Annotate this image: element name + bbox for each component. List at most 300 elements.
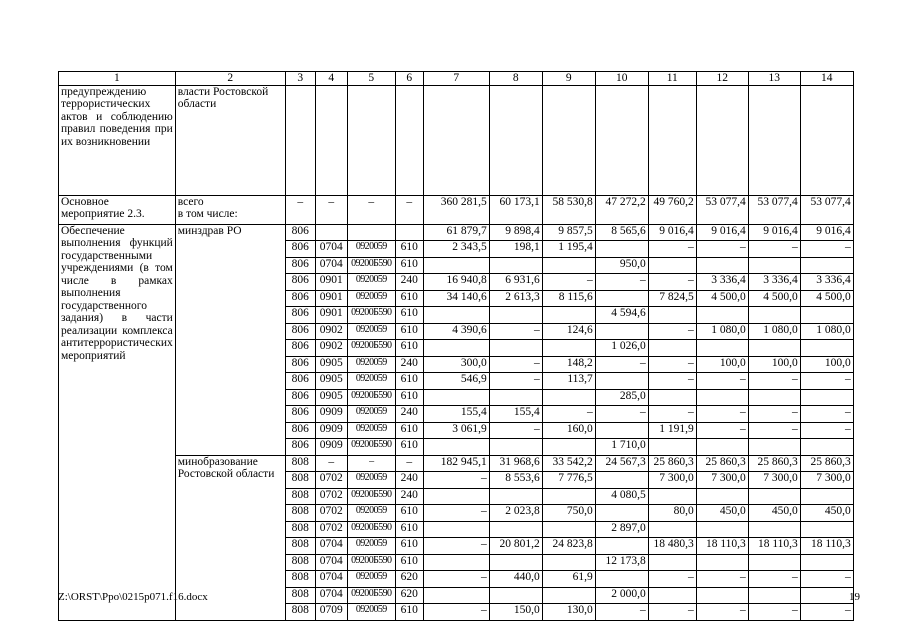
section-code-cell: 0901	[315, 290, 347, 307]
target-article-cell: 0920059	[347, 472, 395, 489]
target-article-cell: 0920059	[347, 241, 395, 258]
value-cell: –	[748, 373, 800, 390]
value-cell	[800, 389, 853, 406]
value-cell: 4 080,5	[595, 488, 648, 505]
value-cell	[423, 439, 489, 456]
agency-name-line: минздрав РО	[177, 224, 242, 237]
value-cell: 198,1	[489, 241, 542, 258]
section-code-cell: 0704	[315, 257, 347, 274]
value-cell: 2 897,0	[595, 521, 648, 538]
total-label	[175, 195, 285, 224]
value-cell: –	[595, 604, 648, 621]
value-cell	[542, 587, 595, 604]
value-cell: 3 336,4	[800, 274, 853, 291]
gov-code-cell: 806	[285, 389, 315, 406]
value-cell: –	[696, 604, 748, 621]
expense-type-cell: 610	[395, 323, 423, 340]
value-cell: –	[648, 373, 696, 390]
value-cell: 18 110,3	[748, 538, 800, 555]
value-cell: 34 140,6	[423, 290, 489, 307]
total-label-all: всего	[177, 195, 204, 208]
value-cell	[800, 587, 853, 604]
gov-code-cell: 808	[285, 521, 315, 538]
col-header: 1	[59, 72, 176, 86]
agency-name-line: минобразование	[177, 455, 258, 468]
expense-type-cell: –	[395, 455, 423, 472]
target-article-cell: 09200Б590	[347, 257, 395, 274]
value-cell: 4 500,0	[800, 290, 853, 307]
value-cell	[595, 241, 648, 258]
col-header: 8	[489, 72, 542, 86]
expense-type-cell: 240	[395, 356, 423, 373]
section-code-cell: 0902	[315, 340, 347, 357]
value-cell	[423, 554, 489, 571]
value-cell	[595, 571, 648, 588]
expense-type-cell: 610	[395, 521, 423, 538]
value-cell: 24 567,3	[595, 455, 648, 472]
target-article-cell: 09200Б590	[347, 554, 395, 571]
value-cell: 7 300,0	[800, 472, 853, 489]
value-cell: 1 710,0	[595, 439, 648, 456]
gov-code-cell: 808	[285, 604, 315, 621]
value-cell: 1 195,4	[542, 241, 595, 258]
section-code-cell: 0905	[315, 389, 347, 406]
file-path: Z:\ORST\Ppo\0215p071.f16.docx	[58, 591, 208, 603]
value-cell: 1 191,9	[648, 422, 696, 439]
expense-type-cell: 240	[395, 274, 423, 291]
value-cell	[542, 521, 595, 538]
gov-code-cell: 806	[285, 290, 315, 307]
value-cell: 9 016,4	[800, 224, 853, 241]
value-cell	[800, 554, 853, 571]
section-code-cell: 0709	[315, 604, 347, 621]
value-cell: 31 968,6	[489, 455, 542, 472]
gov-code-cell: 806	[285, 406, 315, 423]
value-cell: 20 801,2	[489, 538, 542, 555]
value-cell	[423, 307, 489, 324]
value-cell: 1 080,0	[800, 323, 853, 340]
value-cell: 150,0	[489, 604, 542, 621]
value-cell: 7 300,0	[748, 472, 800, 489]
gov-code-cell: 808	[285, 538, 315, 555]
value-cell: –	[423, 538, 489, 555]
value-cell: –	[648, 241, 696, 258]
table-row	[59, 455, 854, 472]
value-cell	[800, 488, 853, 505]
gov-code-cell: 806	[285, 422, 315, 439]
value-cell	[423, 389, 489, 406]
value-cell: –	[489, 373, 542, 390]
value-cell	[696, 587, 748, 604]
value-cell	[696, 521, 748, 538]
section-code-cell	[315, 224, 347, 241]
value-cell	[748, 521, 800, 538]
target-article-cell: 0920059	[347, 323, 395, 340]
expense-type-cell: 240	[395, 406, 423, 423]
section-code-cell: –	[315, 455, 347, 472]
expense-type-cell: 620	[395, 587, 423, 604]
value-cell	[648, 488, 696, 505]
value-cell: 1 026,0	[595, 340, 648, 357]
col-header: 13	[748, 72, 800, 86]
section-code-cell: 0704	[315, 587, 347, 604]
value-cell: 100,0	[748, 356, 800, 373]
value-cell: –	[800, 604, 853, 621]
section-code-cell: 0702	[315, 505, 347, 522]
value-cell: 360 281,5	[423, 195, 489, 224]
agency-name	[175, 224, 285, 455]
value-cell	[800, 521, 853, 538]
value-cell	[748, 307, 800, 324]
gov-code-cell: 806	[285, 323, 315, 340]
value-cell: –	[595, 274, 648, 291]
col-header: 10	[595, 72, 648, 86]
section-code-cell: 0902	[315, 323, 347, 340]
value-cell: 49 760,2	[648, 195, 696, 224]
value-cell: 53 077,4	[800, 195, 853, 224]
gov-code-cell: 806	[285, 241, 315, 258]
section-code-cell: 0901	[315, 307, 347, 324]
target-article-cell: 0920059	[347, 373, 395, 390]
target-article-cell: 0920059	[347, 422, 395, 439]
value-cell: 16 940,8	[423, 274, 489, 291]
value-cell	[489, 587, 542, 604]
value-cell	[648, 307, 696, 324]
value-cell	[595, 505, 648, 522]
value-cell: 1 080,0	[748, 323, 800, 340]
value-cell: 9 898,4	[489, 224, 542, 241]
col-header: 2	[175, 72, 285, 86]
value-cell: 1 080,0	[696, 323, 748, 340]
expense-type-cell: 240	[395, 488, 423, 505]
value-cell	[800, 257, 853, 274]
value-cell	[748, 439, 800, 456]
gov-code-cell: 808	[285, 472, 315, 489]
target-article-cell: 0920059	[347, 505, 395, 522]
value-cell: –	[696, 406, 748, 423]
cell: –	[285, 195, 315, 224]
value-cell: –	[423, 604, 489, 621]
expense-type-cell: 610	[395, 257, 423, 274]
value-cell: –	[800, 373, 853, 390]
value-cell: –	[595, 406, 648, 423]
value-cell: 160,0	[542, 422, 595, 439]
expense-type-cell: 240	[395, 472, 423, 489]
target-article-cell: 0920059	[347, 406, 395, 423]
value-cell	[696, 389, 748, 406]
value-cell: –	[489, 422, 542, 439]
measure-description-continued: предупреждению террористических актов и соблюдению правил поведения при их возникновении	[59, 85, 176, 195]
expense-type-cell: 610	[395, 422, 423, 439]
value-cell: –	[542, 406, 595, 423]
value-cell	[542, 389, 595, 406]
total-row	[59, 195, 854, 224]
value-cell	[595, 373, 648, 390]
value-cell	[489, 488, 542, 505]
value-cell: 450,0	[696, 505, 748, 522]
gov-code-cell: 808	[285, 554, 315, 571]
value-cell	[595, 422, 648, 439]
table-row	[59, 224, 854, 241]
value-cell: 80,0	[648, 505, 696, 522]
gov-code-cell: 806	[285, 356, 315, 373]
value-cell	[648, 389, 696, 406]
value-cell: 285,0	[595, 389, 648, 406]
value-cell: 750,0	[542, 505, 595, 522]
value-cell: –	[648, 323, 696, 340]
value-cell	[696, 340, 748, 357]
value-cell: 2 343,5	[423, 241, 489, 258]
value-cell	[489, 521, 542, 538]
value-cell: 25 860,3	[648, 455, 696, 472]
value-cell: 124,6	[542, 323, 595, 340]
value-cell: 53 077,4	[748, 195, 800, 224]
value-cell: 2 023,8	[489, 505, 542, 522]
gov-code-cell: 808	[285, 455, 315, 472]
section-code-cell: 0909	[315, 422, 347, 439]
continuation-row	[59, 85, 854, 195]
value-cell	[542, 488, 595, 505]
gov-code-cell: 806	[285, 274, 315, 291]
value-cell: 12 173,8	[595, 554, 648, 571]
value-cell: –	[648, 356, 696, 373]
value-cell	[696, 554, 748, 571]
value-cell: –	[696, 571, 748, 588]
value-cell: 58 530,8	[542, 195, 595, 224]
value-cell: 18 110,3	[800, 538, 853, 555]
target-article-cell: 0920059	[347, 538, 395, 555]
col-header: 3	[285, 72, 315, 86]
value-cell: 61 879,7	[423, 224, 489, 241]
col-header: 11	[648, 72, 696, 86]
value-cell	[648, 521, 696, 538]
value-cell	[748, 257, 800, 274]
section-code-cell: 0704	[315, 538, 347, 555]
value-cell: –	[696, 373, 748, 390]
value-cell: 25 860,3	[800, 455, 853, 472]
value-cell: –	[800, 241, 853, 258]
value-cell: 60 173,1	[489, 195, 542, 224]
agency-name-line: Ростовской области	[177, 468, 275, 480]
value-cell	[648, 554, 696, 571]
value-cell: 24 823,8	[542, 538, 595, 555]
main-measure-title: Основное мероприятие 2.3.	[59, 195, 176, 224]
expense-type-cell: 610	[395, 505, 423, 522]
value-cell	[696, 439, 748, 456]
col-header: 9	[542, 72, 595, 86]
section-code-cell: 0905	[315, 356, 347, 373]
value-cell: –	[423, 571, 489, 588]
value-cell	[489, 340, 542, 357]
value-cell: 8 553,6	[489, 472, 542, 489]
value-cell	[748, 488, 800, 505]
col-header: 12	[696, 72, 748, 86]
value-cell: 9 016,4	[648, 224, 696, 241]
value-cell	[423, 488, 489, 505]
value-cell	[748, 554, 800, 571]
section-code-cell: 0702	[315, 488, 347, 505]
column-number-row	[59, 72, 854, 86]
section-code-cell: 0909	[315, 439, 347, 456]
value-cell: 130,0	[542, 604, 595, 621]
value-cell: 113,7	[542, 373, 595, 390]
value-cell: 148,2	[542, 356, 595, 373]
gov-code-cell: 808	[285, 505, 315, 522]
value-cell	[423, 587, 489, 604]
value-cell	[489, 389, 542, 406]
value-cell	[489, 439, 542, 456]
value-cell: 546,9	[423, 373, 489, 390]
target-article-cell	[347, 224, 395, 241]
total-label-including: в том числе:	[177, 208, 238, 220]
value-cell	[423, 257, 489, 274]
value-cell: 33 542,2	[542, 455, 595, 472]
section-code-cell: 0909	[315, 406, 347, 423]
value-cell: –	[800, 571, 853, 588]
gov-code-cell: 808	[285, 571, 315, 588]
expense-type-cell: 610	[395, 340, 423, 357]
value-cell	[696, 488, 748, 505]
value-cell: 47 272,2	[595, 195, 648, 224]
target-article-cell: 09200Б590	[347, 488, 395, 505]
value-cell: 53 077,4	[696, 195, 748, 224]
gov-code-cell: 808	[285, 488, 315, 505]
value-cell	[800, 340, 853, 357]
value-cell: 450,0	[748, 505, 800, 522]
gov-code-cell: 806	[285, 373, 315, 390]
value-cell: 8 115,6	[542, 290, 595, 307]
value-cell: –	[748, 422, 800, 439]
value-cell	[542, 554, 595, 571]
expense-type-cell	[395, 224, 423, 241]
value-cell	[542, 257, 595, 274]
value-cell: –	[800, 406, 853, 423]
value-cell: –	[648, 571, 696, 588]
value-cell: –	[489, 356, 542, 373]
target-article-cell: 0920059	[347, 571, 395, 588]
value-cell: 4 594,6	[595, 307, 648, 324]
expense-type-cell: 610	[395, 389, 423, 406]
value-cell: 100,0	[800, 356, 853, 373]
value-cell: 7 776,5	[542, 472, 595, 489]
value-cell: 100,0	[696, 356, 748, 373]
value-cell	[489, 257, 542, 274]
value-cell: 950,0	[595, 257, 648, 274]
value-cell: –	[489, 323, 542, 340]
expense-type-cell: 610	[395, 604, 423, 621]
section-code-cell: 0704	[315, 241, 347, 258]
value-cell	[748, 389, 800, 406]
value-cell: 8 565,6	[595, 224, 648, 241]
value-cell	[800, 439, 853, 456]
gov-code-cell: 806	[285, 224, 315, 241]
gov-code-cell: 808	[285, 587, 315, 604]
gov-code-cell: 806	[285, 340, 315, 357]
expense-type-cell: 620	[395, 571, 423, 588]
section-code-cell: 0702	[315, 521, 347, 538]
expense-type-cell: 610	[395, 538, 423, 555]
target-article-cell: 0920059	[347, 604, 395, 621]
value-cell: –	[595, 356, 648, 373]
gov-code-cell: 806	[285, 307, 315, 324]
value-cell: 7 300,0	[696, 472, 748, 489]
target-article-cell: 09200Б590	[347, 439, 395, 456]
expense-type-cell: 610	[395, 307, 423, 324]
value-cell: 182 945,1	[423, 455, 489, 472]
col-header: 4	[315, 72, 347, 86]
target-article-cell: –	[347, 455, 395, 472]
value-cell	[595, 290, 648, 307]
value-cell	[648, 439, 696, 456]
value-cell: –	[423, 472, 489, 489]
gov-code-cell: 806	[285, 257, 315, 274]
expense-type-cell: 610	[395, 554, 423, 571]
value-cell	[542, 340, 595, 357]
col-header: 6	[395, 72, 423, 86]
value-cell: –	[423, 505, 489, 522]
target-article-cell: 09200Б590	[347, 587, 395, 604]
value-cell: 155,4	[423, 406, 489, 423]
target-article-cell: 0920059	[347, 274, 395, 291]
value-cell: 25 860,3	[696, 455, 748, 472]
value-cell: 6 931,6	[489, 274, 542, 291]
value-cell: 61,9	[542, 571, 595, 588]
value-cell	[696, 307, 748, 324]
section-code-cell: 0704	[315, 571, 347, 588]
value-cell: 9 016,4	[748, 224, 800, 241]
value-cell: 18 480,3	[648, 538, 696, 555]
section-code-cell: 0702	[315, 472, 347, 489]
value-cell	[748, 587, 800, 604]
value-cell	[423, 521, 489, 538]
value-cell: 9 857,5	[542, 224, 595, 241]
value-cell	[595, 538, 648, 555]
value-cell: 300,0	[423, 356, 489, 373]
value-cell	[696, 257, 748, 274]
value-cell	[423, 340, 489, 357]
value-cell: 155,4	[489, 406, 542, 423]
value-cell: 2 000,0	[595, 587, 648, 604]
value-cell: 4 500,0	[696, 290, 748, 307]
value-cell: 4 500,0	[748, 290, 800, 307]
value-cell	[648, 340, 696, 357]
value-cell: –	[542, 274, 595, 291]
section-code-cell: 0905	[315, 373, 347, 390]
value-cell: 2 613,3	[489, 290, 542, 307]
target-article-cell: 09200Б590	[347, 340, 395, 357]
target-article-cell: 09200Б590	[347, 389, 395, 406]
value-cell: –	[696, 422, 748, 439]
expense-type-cell: 610	[395, 241, 423, 258]
value-cell: 3 061,9	[423, 422, 489, 439]
value-cell: 3 336,4	[696, 274, 748, 291]
measure-description: Обеспечение выполнения функций государственными учреждениями (в том числе в рамках выполнения государственного задания) в части реализации комплекса антитеррористических мероприятий	[59, 224, 176, 620]
target-article-cell: 0920059	[347, 290, 395, 307]
col-header: 14	[800, 72, 853, 86]
col-header: 7	[423, 72, 489, 86]
expense-type-cell: 610	[395, 373, 423, 390]
value-cell: –	[748, 604, 800, 621]
budget-table	[58, 71, 854, 621]
value-cell: 7 300,0	[648, 472, 696, 489]
value-cell	[595, 472, 648, 489]
value-cell	[542, 307, 595, 324]
value-cell: 9 016,4	[696, 224, 748, 241]
value-cell: –	[748, 406, 800, 423]
value-cell: –	[748, 241, 800, 258]
value-cell: –	[748, 571, 800, 588]
cell: –	[347, 195, 395, 224]
